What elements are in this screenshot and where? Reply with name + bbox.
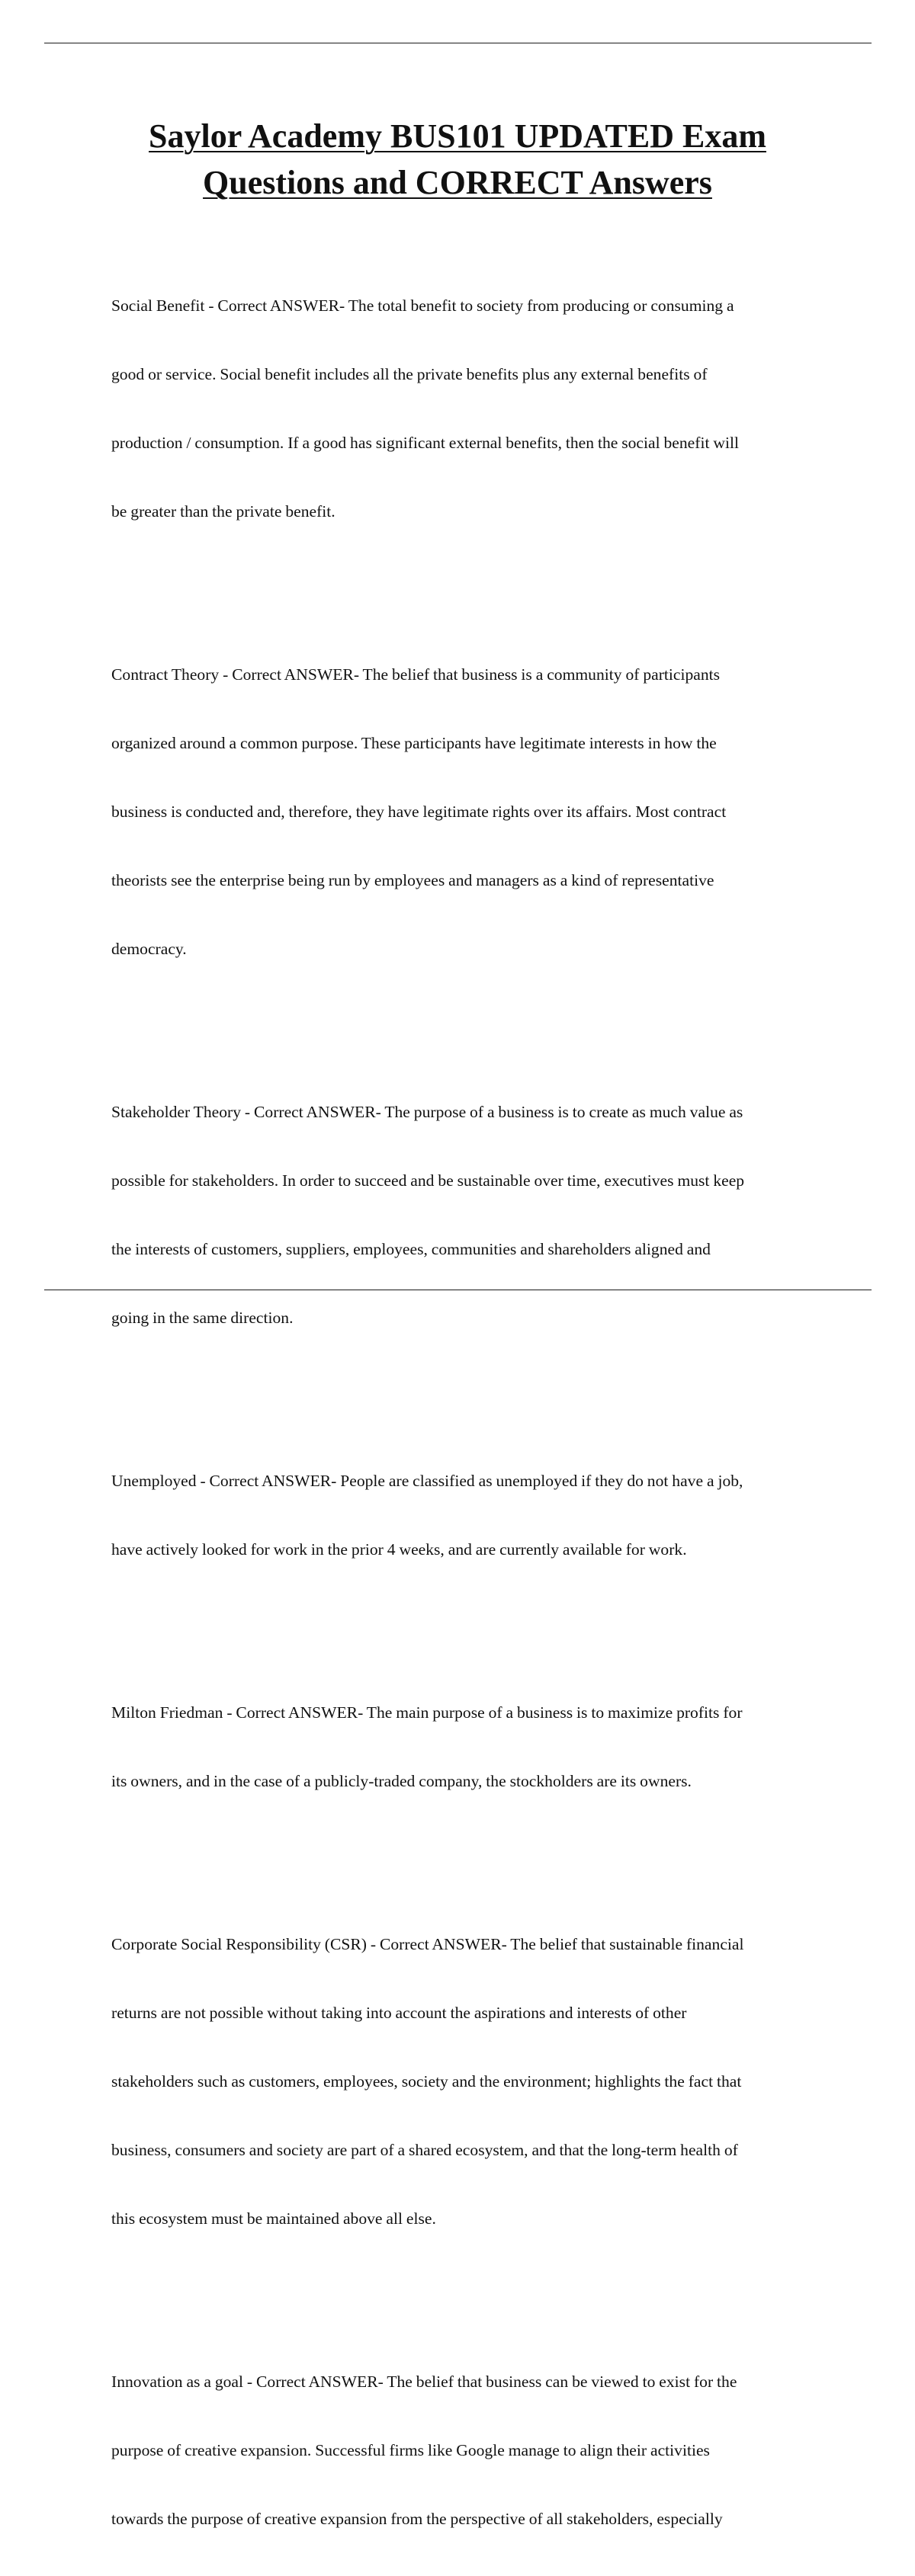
qa-line: be greater than the private benefit. <box>111 502 336 521</box>
qa-line: Innovation as a goal - Correct ANSWER- The belief that business can be viewed to exist for the <box>111 2373 737 2391</box>
document-title <box>92 113 824 206</box>
qa-line: Unemployed - Correct ANSWER- People are classified as unemployed if they do not have a job, <box>111 1472 743 1490</box>
qa-line: this ecosystem must be maintained above all else. <box>111 2209 436 2228</box>
qa-line: Contract Theory - Correct ANSWER- The belief that business is a community of participants <box>111 665 721 684</box>
qa-line: Milton Friedman - Correct ANSWER- The main purpose of a business is to maximize profits for <box>111 1703 743 1722</box>
qa-line: purpose of creative expansion. Successful firms like Google manage to align their activities <box>111 2441 710 2459</box>
document-title-line-2: Questions and CORRECT Answers <box>203 164 712 201</box>
qa-line: have actively looked for work in the prior 4 weeks, and are currently available for work. <box>111 1540 687 1559</box>
qa-line: theorists see the enterprise being run by employees and managers as a kind of representative <box>111 871 714 889</box>
qa-line: the interests of customers, suppliers, employees, communities and shareholders aligned and <box>111 1240 711 1258</box>
qa-line: good or service. Social benefit includes all the private benefits plus any external benefits of <box>111 365 708 383</box>
qa-line: business is conducted and, therefore, they have legitimate rights over its affairs. Most contract <box>111 803 727 821</box>
qa-entry-unemployed <box>111 1424 836 1607</box>
qa-line: stakeholders such as customers, employees, society and the environment; highlights the fact that <box>111 2072 742 2091</box>
qa-list <box>111 248 836 2576</box>
qa-line: Stakeholder Theory - Correct ANSWER- The purpose of a business is to create as much value as <box>111 1103 743 1121</box>
qa-line: production / consumption. If a good has significant external benefits, then the social benefit will <box>111 434 739 452</box>
document-title-line-1: Saylor Academy BUS101 UPDATED Exam <box>149 117 766 155</box>
qa-entry-social-benefit <box>111 248 836 569</box>
qa-line: returns are not possible without taking into account the aspirations and interests of other <box>111 2004 687 2022</box>
qa-line: Social Benefit - Correct ANSWER- The total benefit to society from producing or consuming a <box>111 296 734 315</box>
qa-line: democracy. <box>111 940 187 958</box>
qa-line: going in the same direction. <box>111 1309 294 1327</box>
qa-line: possible for stakeholders. In order to succeed and be sustainable over time, executives must keep <box>111 1171 745 1190</box>
qa-line: business, consumers and society are part of a shared ecosystem, and that the long-term health of <box>111 2141 738 2159</box>
qa-entry-innovation-as-a-goal <box>111 2324 836 2576</box>
qa-line: organized around a common purpose. These participants have legitimate interests in how the <box>111 734 717 752</box>
qa-entry-contract-theory <box>111 617 836 1006</box>
qa-line: its owners, and in the case of a publicly-traded company, the stockholders are its owners. <box>111 1772 692 1790</box>
qa-line: towards the purpose of creative expansion from the perspective of all stakeholders, especially <box>111 2510 723 2528</box>
qa-entry-milton-friedman <box>111 1655 836 1838</box>
qa-line: Corporate Social Responsibility (CSR) - Correct ANSWER- The belief that sustainable financial <box>111 1935 744 1953</box>
qa-entry-csr <box>111 1887 836 2276</box>
qa-entry-stakeholder-theory <box>111 1055 836 1375</box>
